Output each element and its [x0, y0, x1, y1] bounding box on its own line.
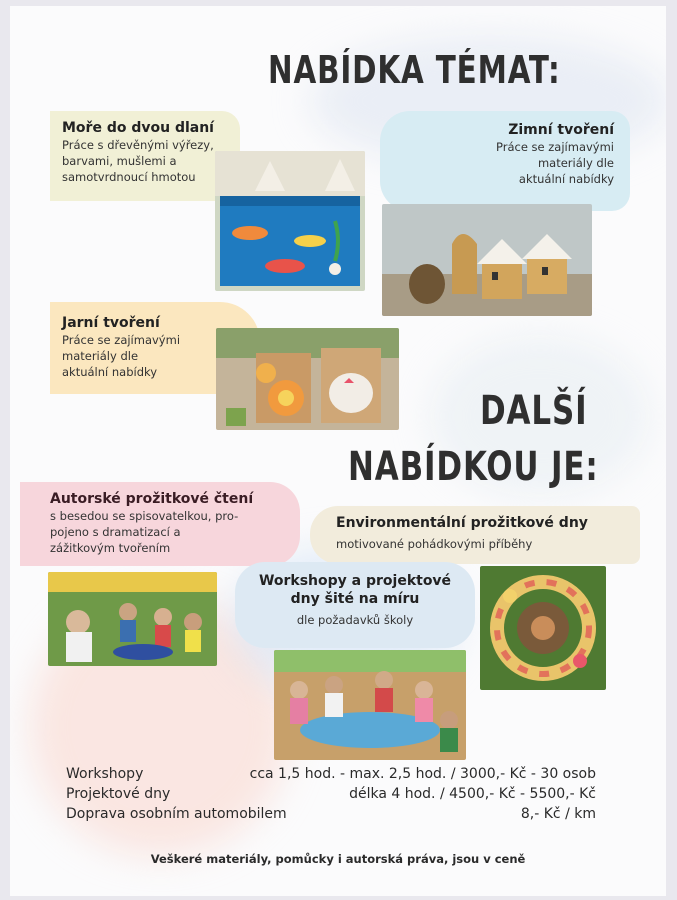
photo-workshop-children — [274, 650, 466, 760]
topic-more — [50, 111, 240, 201]
topic-zimni-desc-line: aktuální nabídky — [518, 172, 614, 186]
topic-more-desc-line: Práce s dřevěnými výřezy, — [62, 138, 214, 152]
more-offers-heading: DALŠÍ — [480, 388, 588, 434]
price-value: cca 1,5 hod. - max. 2,5 hod. / 3000,- Kč - 30 osob — [249, 766, 596, 782]
price-label: Workshopy — [66, 766, 144, 782]
topic-zimni-title: Zimní tvoření — [508, 122, 614, 138]
topic-more-desc-line: samotvrdnoucí hmotou — [62, 170, 196, 184]
topic-zimni-desc-line: Práce se zajímavými — [495, 140, 614, 154]
offer-workshop — [235, 562, 475, 648]
photo-winter-houses — [382, 204, 592, 316]
topic-jarni-desc-line: aktuální nabídky — [62, 365, 158, 379]
flyer-page — [10, 6, 666, 896]
photo-reading — [48, 572, 217, 666]
offer-env — [310, 506, 640, 564]
price-row — [66, 786, 596, 806]
offer-env-desc: motivované pohádkovými příběhy — [336, 537, 533, 551]
offer-workshop-title-line: dny šité na míru — [290, 591, 420, 607]
photo-sea-craft — [215, 151, 365, 291]
topic-zimni-desc-line: materiály dle — [537, 156, 614, 170]
topic-jarni-desc-line: Práce se zajímavými — [62, 333, 181, 347]
price-row — [66, 766, 596, 786]
photo-nature-mandala — [480, 566, 606, 690]
topics-heading: NABÍDKA TÉMAT: — [268, 48, 561, 92]
offer-autor-title: Autorské prožitkové čtení — [50, 491, 254, 507]
offer-autor-desc-line: zážitkovým tvořením — [50, 541, 171, 555]
topic-jarni-desc-line: materiály dle — [62, 349, 139, 363]
photo-spring-bags — [216, 328, 399, 430]
topic-more-title: Moře do dvou dlaní — [62, 120, 214, 136]
topic-jarni-title: Jarní tvoření — [62, 315, 160, 331]
offer-workshop-desc: dle požadavků školy — [296, 613, 414, 627]
offer-autor — [20, 482, 300, 566]
topic-zimni — [380, 111, 630, 211]
offer-env-title: Environmentální prožitkové dny — [336, 515, 588, 531]
price-list — [66, 766, 596, 826]
offer-workshop-title-line: Workshopy a projektové — [258, 573, 452, 589]
topic-more-desc-line: barvami, mušlemi a — [62, 154, 177, 168]
price-row — [66, 806, 596, 826]
offer-autor-desc-line: pojeno s dramatizací a — [50, 525, 181, 539]
more-offers-heading: NABÍDKOU JE: — [348, 444, 599, 490]
price-value: 8,- Kč / km — [520, 806, 596, 822]
offer-autor-desc-line: s besedou se spisovatelkou, pro- — [50, 509, 239, 523]
footer-note: Veškeré materiály, pomůcky i autorská práva, jsou v ceně — [150, 852, 526, 866]
price-value: délka 4 hod. / 4500,- Kč - 5500,- Kč — [349, 786, 596, 802]
price-label: Projektové dny — [66, 786, 171, 802]
price-label: Doprava osobním automobilem — [66, 806, 287, 822]
